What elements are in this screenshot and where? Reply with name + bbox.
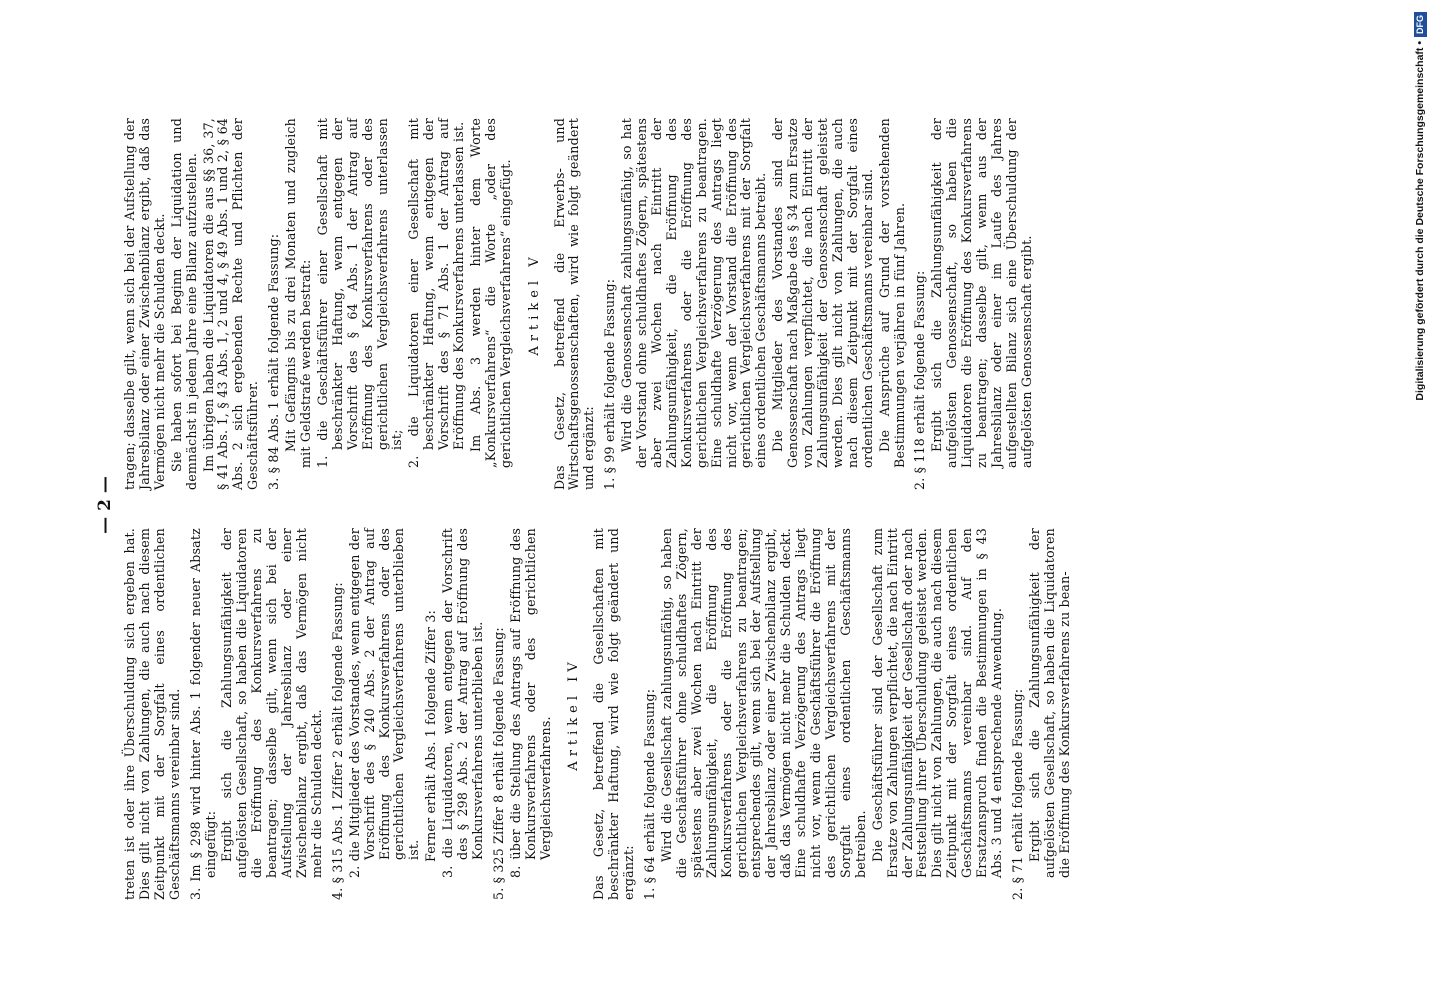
paragraph: 8. über die Stellung des Antrags auf Eröffnung des Konkursverfahrens oder des gerichtlichen Vergleichsverfahrens. <box>507 528 553 878</box>
paragraph: 2. die Mitglieder des Vorstandes, wenn entgegen der Vorschrift des § 240 Abs. 2 der Antrag auf Eröffnung des Konkursverfahrens oder des gerichtlichen Vergleichsverfahrens unterblieben ist. <box>346 528 422 878</box>
paragraph: Im Abs. 3 werden hinter dem Worte „Konkursverfahrens“ die Worte „oder des gerichtlichen Vergleichsverfahrens“ eingefügt. <box>467 118 513 468</box>
paragraph: Wird die Gesellschaft zahlungsunfähig, so haben die Geschäftsführer ohne schuldhaftes Zögern, spätestens aber zwei Wochen nach Eintritt der Zahlungsunfähigkeit, die Eröffnung des Konkursverfahrens oder die Eröffnung des gerichtlichen Vergleichsverfahrens zu beantragen; entsprechendes gilt, wenn sich bei der Aufstellung der Jahresbilanz oder einer Zwischenbilanz ergibt, daß das Vermögen nicht mehr die Schulden deckt. Eine schuldhafte Verzögerung des Antrags liegt nicht vor, wenn die Geschäftsführer die Eröffnung des gerichtlichen Vergleichsverfahrens mit der Sorgfalt eines ordentlichen Geschäftsmanns betreiben. <box>659 528 868 878</box>
page-content <box>95 110 1265 900</box>
paragraph: 3. § 84 Abs. 1 erhält folgende Fassung: <box>266 233 282 490</box>
paragraph: Die Mitglieder des Vorstandes sind der Genossenschaft nach Maßgabe des § 34 zum Ersatze von Zahlungen verpflichtet, die nach Eintritt der Zahlungsunfähigkeit der Genossenschaft geleistet werden. Dies gilt nicht von Zahlungen, die auch nach diesem Zeitpunkt mit der Sorgfalt eines ordentlichen Geschäftsmanns vereinbar sind. <box>770 118 875 468</box>
paragraph: Im übrigen haben die Liquidatoren die aus §§ 36, 37, § 41 Abs. 1, § 43 Abs. 1, 2 und 4, § 49 Abs. 1 und 2, § 64 Abs. 2 sich ergebenden Rechte und Pflichten der Geschäftsführer. <box>200 118 261 490</box>
paragraph: tragen; dasselbe gilt, wenn sich bei der Aufstellung der Jahresbilanz oder einer Zwischenbilanz ergibt, daß das Vermögen nicht mehr die Schulden deckt. <box>122 118 167 490</box>
article-heading: Artikel V <box>526 252 542 356</box>
paragraph: Das Gesetz, betreffend die Erwerbs- und Wirtschaftsgenossenschaften, wird wie folgt geändert und ergänzt: <box>551 118 597 490</box>
paragraph: Die Geschäftsführer sind der Gesellschaft zum Ersatze von Zahlungen verpflichtet, die nach Eintritt der Zahlungsunfähigkeit der Gesellschaft oder nach Feststellung ihrer Überschuldung geleistet werden. Dies gilt nicht von Zahlungen, die auch nach diesem Zeitpunkt mit der Sorgfalt eines ordentlichen Geschäftsmanns vereinbar sind. Auf den Ersatzanspruch finden die Bestimmungen in § 43 Abs. 3 und 4 entsprechende Anwendung. <box>869 528 1004 878</box>
paragraph: 5. § 325 Ziffer 8 erhält folgende Fassung: <box>490 627 506 900</box>
page-number: — 2 — <box>95 476 115 534</box>
paragraph: Mit Gefängnis bis zu drei Monaten und zugleich mit Geldstrafe werden bestraft: <box>283 118 313 468</box>
paragraph: Sie haben sofort bei Beginn der Liquidation und demnächst in jedem Jahre eine Bilanz aufzustellen. <box>168 118 199 490</box>
paragraph: 1. die Geschäftsführer einer Gesellschaft mit beschränkter Haftung, wenn entgegen der Vorschrift des § 64 Abs. 1 der Antrag auf Eröffnung des Konkursverfahrens oder des gerichtlichen Vergleichsverfahrens unterlassen ist; <box>314 118 405 468</box>
paragraph: 3. Im § 298 wird hinter Abs. 1 folgender neuer Absatz eingefügt: <box>187 528 218 900</box>
right-text-column <box>123 118 1037 490</box>
paragraph: 1. § 64 erhält folgende Fassung: <box>642 688 658 900</box>
article-heading: Artikel IV <box>566 657 582 771</box>
left-text-column <box>123 528 1074 900</box>
paragraph: Die Ansprüche auf Grund der vorstehenden Bestimmungen verjähren in fünf Jahren. <box>876 118 907 468</box>
paragraph: Wird die Genossenschaft zahlungsunfähig, so hat der Vorstand ohne schuldhaftes Zögern, spätestens aber zwei Wochen nach Eintritt der Zahlungsunfähigkeit, die Eröffnung des Konkursverfahrens oder die Eröffnung des gerichtlichen Vergleichsverfahrens zu beantragen. Eine schuldhafte Verzögerung des Antrags liegt nicht vor, wenn der Vorstand die Eröffnung des gerichtlichen Vergleichsverfahrens mit der Sorgfalt eines ordentlichen Geschäftsmanns betreibt. <box>619 118 769 468</box>
paragraph: 3. die Liquidatoren, wenn entgegen der Vorschrift des § 298 Abs. 2 der Antrag auf Eröffnung des Konkursverfahrens unterblieben ist. <box>440 528 485 878</box>
paragraph: Ergibt sich die Zahlungsunfähigkeit der aufgelösten Gesellschaft, so haben die Liquidatoren die Eröffnung des Konkursverfahrens zu beantragen; dasselbe gilt, wenn sich bei der Aufstellung der Jahresbilanz oder einer Zwischenbilanz ergibt, daß das Vermögen nicht mehr die Schulden deckt. <box>219 528 324 878</box>
digitization-credit-strip <box>1406 0 1434 1000</box>
paragraph: Das Gesetz, betreffend die Gesellschaften mit beschränkter Haftung, wird wie folgt geändert und ergänzt: <box>591 528 637 900</box>
paragraph: Ergibt sich die Zahlungsunfähigkeit der aufgelösten Genossenschaft, so haben die Liquidatoren die Eröffnung des Konkursverfahrens zu beantragen; dasselbe gilt, wenn aus der Jahresbilanz oder einer im Laufe des Jahres aufgestellten Bilanz sich eine Überschuldung der aufgelösten Genossenschaft ergibt. <box>929 118 1034 468</box>
digitization-credit-text: Digitalisierung gefördert durch die Deutsche Forschungsgemeinschaft • <box>1414 41 1426 401</box>
paragraph: 2. § 71 erhält folgende Fassung: <box>1009 688 1025 900</box>
paragraph: Ferner erhält Abs. 1 folgende Ziffer 3: <box>423 610 439 862</box>
paragraph: treten ist oder ihre Überschuldung sich ergeben hat. Dies gilt nicht von Zahlungen, die auch nach diesem Zeitpunkt mit der Sorgfalt eines ordentlichen Geschäftsmanns vereinbar sind. <box>122 528 182 900</box>
paragraph: 2. § 118 erhält folgende Fassung: <box>912 270 928 490</box>
paragraph: Ergibt sich die Zahlungsunfähigkeit der aufgelösten Gesellschaft, so haben die Liquidatoren die Eröffnung des Konkursverfahrens zu bean- <box>1026 528 1072 878</box>
paragraph: 4. § 315 Abs. 1 Ziffer 2 erhält folgende Fassung: <box>329 582 345 900</box>
paragraph: 2. die Liquidatoren einer Gesellschaft mit beschränkter Haftung, wenn entgegen der Vorschrift des § 71 Abs. 1 der Antrag auf Eröffnung des Konkursverfahrens unterlassen ist. <box>406 118 467 468</box>
paragraph: 1. § 99 erhält folgende Fassung: <box>602 278 618 490</box>
dfg-logo: DFG <box>1414 12 1427 37</box>
